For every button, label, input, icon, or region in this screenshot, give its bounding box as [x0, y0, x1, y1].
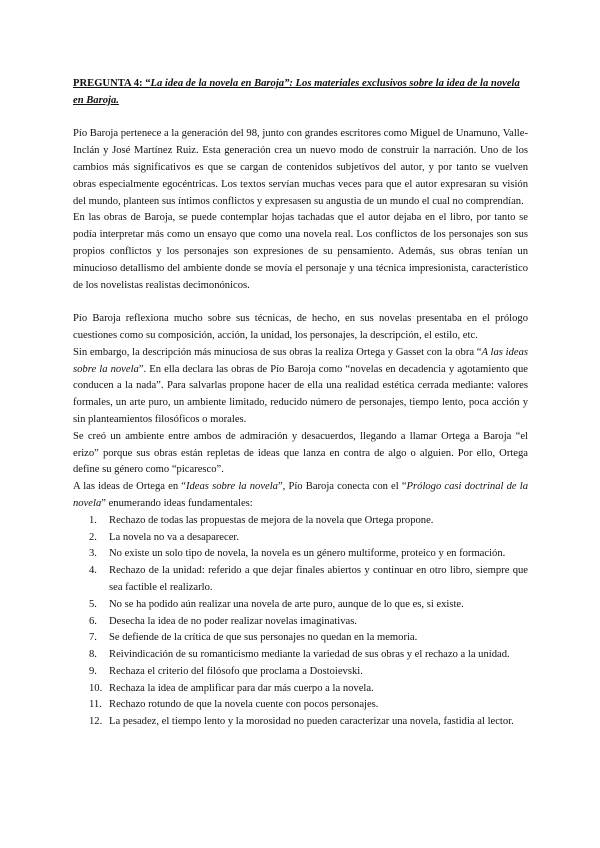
- list-item: [73, 681, 528, 698]
- paragraph-4-work-title: A las ideas sobre la novela: [73, 346, 528, 375]
- list-item-text: La novela no va a desaparecer.: [109, 531, 239, 543]
- paragraph-6-work-title-2: Prólogo casi doctrinal de la novela: [73, 481, 528, 509]
- list-item-text: Rechaza el criterio del filósofo que proclama a Dostoievski.: [109, 665, 363, 677]
- title-lead: PREGUNTA 4: “: [73, 78, 151, 89]
- list-item-number: 12.: [89, 716, 103, 728]
- paragraph-6-a: A las ideas de Ortega en “: [73, 481, 186, 493]
- list-item-text: Rechazo de la unidad: referido a que dejar finales abiertos y continuar en otro libro, siempre que sea factible el realizarlo.: [109, 565, 528, 593]
- paragraph-gap: [73, 294, 528, 311]
- paragraph-6-b: ”, Pío Baroja conecta con el “: [277, 481, 407, 493]
- list-item-text: Se defiende de la crítica de que sus personajes no quedan en la memoria.: [109, 632, 418, 644]
- list-item-text: Rechaza la idea de amplificar para dar más cuerpo a la novela.: [109, 682, 374, 694]
- list-item-text: Rechazo rotundo de que la novela cuente con pocos personajes.: [109, 699, 379, 711]
- list-item: [73, 546, 528, 563]
- paragraph-4-b: ”. En ella declara las obras de Pío Baroja como “novelas en decadencia y agotamiento que conducen a la nada”. Para salvarlas propone hacer de ella una realidad estética cerrada mediante: valores formales, un arte puro, un ambiente limitado, reducido número de personajes, tiempo lento, poca acción y sin planteamientos filosóficos o morales.: [73, 363, 528, 425]
- list-item-text: Rechazo de todas las propuestas de mejora de la novela que Ortega propone.: [109, 514, 434, 526]
- title-rest: La idea de la novela en Baroja”: Los materiales exclusivos sobre la idea de la novela en Baroja.: [73, 78, 520, 106]
- list-item: [73, 630, 528, 647]
- list-item-text: No existe un solo tipo de novela, la novela es un género multiforme, proteico y en formación.: [109, 548, 506, 560]
- page-title: [73, 76, 528, 110]
- document-body: [73, 76, 528, 731]
- paragraph-4: [73, 345, 528, 429]
- list-item-number: 2.: [89, 531, 97, 543]
- ideas-list: [73, 513, 528, 731]
- list-item-number: 1.: [89, 514, 97, 526]
- list-item-number: 4.: [89, 565, 97, 577]
- list-item-text: Desecha la idea de no poder realizar novelas imaginativas.: [109, 615, 357, 627]
- list-item: [73, 614, 528, 631]
- list-item: [73, 530, 528, 547]
- list-item-number: 11.: [89, 699, 102, 711]
- list-item-number: 9.: [89, 665, 97, 677]
- list-item: [73, 647, 528, 664]
- list-item-number: 5.: [89, 598, 97, 610]
- paragraph-3: Pío Baroja reflexiona mucho sobre sus técnicas, de hecho, en sus novelas presentaba en el prólogo cuestiones como su composición, acción, la unidad, los personajes, la descripción, el estilo, etc.: [73, 313, 528, 341]
- list-item: [73, 697, 528, 714]
- paragraph-6: [73, 479, 528, 513]
- list-item-number: 8.: [89, 649, 97, 661]
- list-item-text: Reivindicación de su romanticismo mediante la variedad de sus obras y el rechazo a la unidad.: [109, 649, 510, 661]
- list-item-number: 7.: [89, 632, 97, 644]
- list-item-text: La pesadez, el tiempo lento y la morosidad no pueden caracterizar una novela, fastidia al lector.: [109, 716, 514, 728]
- list-item-number: 3.: [89, 548, 97, 560]
- list-item: [73, 714, 528, 731]
- list-item: [73, 513, 528, 530]
- paragraph-6-work-title-1: Ideas sobre la novela: [185, 481, 278, 493]
- list-item: [73, 563, 528, 597]
- list-item-number: 6.: [89, 615, 97, 627]
- paragraph-1: Pío Baroja pertenece a la generación del 98, junto con grandes escritores como Miguel de Unamuno, Valle-Inclán y José Martínez Ruiz. Esta generación crea un nuevo modo de construir la narración. Uno de los cambios más significativos es que se cargan de contenidos subjetivos del autor, y por tanto se vuelven obras especialmente egocéntricas. Los textos servían muchas veces para que el autor expresaran su visión del mundo, planteen sus íntimos conflictos y expresasen su angustia de un mundo el cual no comprendían.: [73, 128, 528, 207]
- paragraph-2: En las obras de Baroja, se puede contemplar hojas tachadas que el autor dejaba en el libro, por tanto se podía interpretar más como un ensayo que como una novela real. Los conflictos de los personajes son sus propios conflictos y los personajes son expresiones de su pensamiento. Además, sus obras tenían un minucioso detallismo del ambiente donde se movía el personaje y una técnica impresionista, característico de los novelistas realistas decimonónicos.: [73, 212, 528, 291]
- list-item: [73, 664, 528, 681]
- list-item: [73, 597, 528, 614]
- list-item-text: No se ha podido aún realizar una novela de arte puro, aunque de lo que es, si existe.: [109, 598, 464, 610]
- paragraph-6-c: ” enumerando ideas fundamentales:: [101, 497, 253, 509]
- list-item-number: 10.: [89, 682, 103, 694]
- paragraph-4-a: Sin embargo, la descripción más minuciosa de sus obras la realiza Ortega y Gasset con la obra “: [73, 346, 482, 358]
- paragraph-5: Se creó un ambiente entre ambos de admiración y desacuerdos, llegando a llamar Ortega a Baroja “el erizo” porque sus obras están repletas de ideas que lanza en contra de algo o alguien. Por ello, Ortega define su género como “picaresco”.: [73, 430, 528, 476]
